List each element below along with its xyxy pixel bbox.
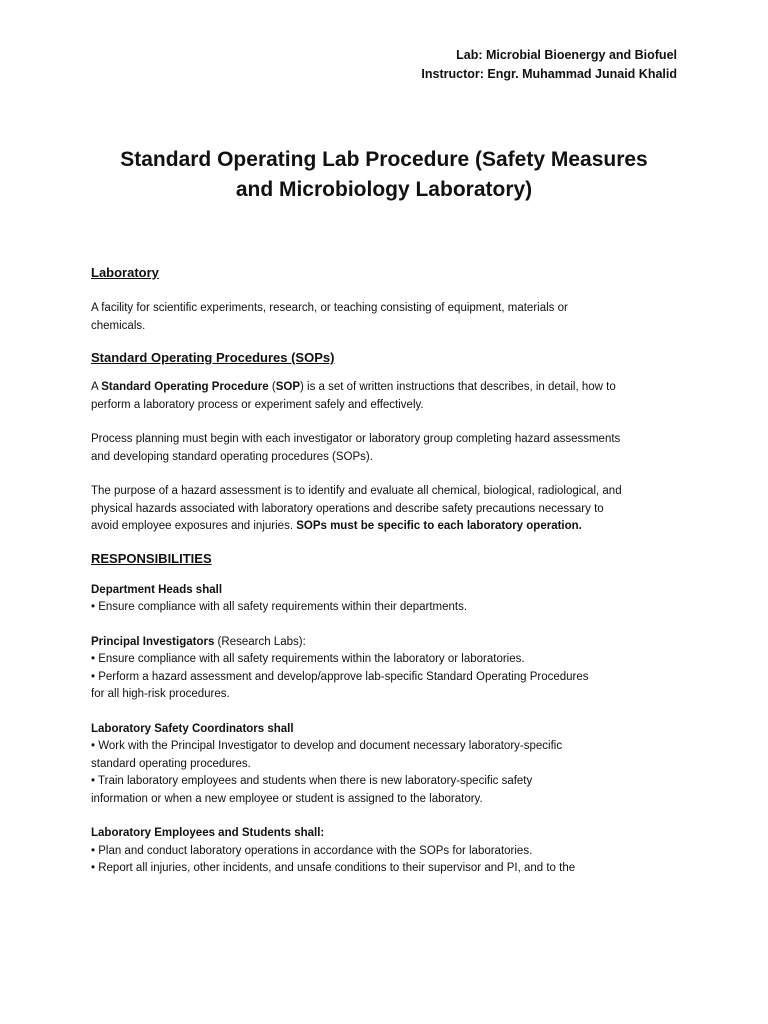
hazard-assessment-paragraph: The purpose of a hazard assessment is to identify and evaluate all chemical, biological, radiological, and physical hazards associated with laboratory operations and describe safety precautions necessary to avoid employee exposures and injuries. SOPs must be specific to each laboratory operation. bbox=[91, 485, 622, 532]
list-item: • Work with the Principal Investigator to develop and document necessary laboratory-specific bbox=[91, 740, 563, 752]
process-planning-paragraph: Process planning must begin with each investigator or laboratory group completing hazard assessments and developing standard operating procedures (SOPs). bbox=[91, 433, 621, 463]
instructor-name: Instructor: Engr. Muhammad Junaid Khalid bbox=[421, 67, 677, 81]
document-body bbox=[91, 264, 681, 878]
safety-coordinators-section: Laboratory Safety Coordinators shall • Work with the Principal Investigator to develop and document necessary laboratory-specific standard operating procedures. • Train laboratory employees and students when there is new laboratory-specific safety information or when a new employee or student is assigned to the laboratory. bbox=[91, 722, 563, 805]
laboratory-definition: A facility for scientific experiments, research, or teaching consisting of equipment, materials or chemicals. bbox=[91, 302, 568, 332]
list-item: • Plan and conduct laboratory operations in accordance with the SOPs for laboratories. bbox=[91, 844, 533, 857]
role-title: Laboratory Employees and Students shall: bbox=[91, 827, 325, 839]
department-heads-section bbox=[91, 582, 681, 617]
laboratory-heading: Laboratory bbox=[91, 265, 159, 280]
list-item: • Perform a hazard assessment and develop/approve lab-specific Standard Operating Procedures bbox=[91, 670, 589, 683]
title-line-2: and Microbiology Laboratory) bbox=[235, 178, 533, 201]
title-line-1: Standard Operating Lab Procedure (Safety Measures bbox=[120, 148, 648, 171]
document-header bbox=[421, 46, 677, 84]
list-item: • Ensure compliance with all safety requirements within their departments. bbox=[91, 601, 468, 613]
role-title: Laboratory Safety Coordinators shall bbox=[91, 722, 294, 735]
document-title bbox=[60, 145, 708, 205]
employees-students-section bbox=[91, 825, 681, 878]
list-item: • Report all injuries, other incidents, and unsafe conditions to their supervisor and PI, and to the bbox=[91, 862, 576, 874]
role-title: Principal Investigators bbox=[91, 635, 215, 648]
sops-heading: Standard Operating Procedures (SOPs) bbox=[91, 350, 335, 365]
list-item: • Ensure compliance with all safety requirements within the laboratory or laboratories. bbox=[91, 653, 525, 665]
principal-investigators-section: Principal Investigators (Research Labs): • Ensure compliance with all safety requirements within the laboratory or laboratories. • Perform a hazard assessment and develop/approve lab-specific Standard Operating Procedures for all high-risk procedures. bbox=[91, 635, 589, 700]
lab-name: Lab: Microbial Bioenergy and Biofuel bbox=[456, 48, 677, 62]
list-item: • Train laboratory employees and students when there is new laboratory-specific safety bbox=[91, 775, 533, 787]
responsibilities-heading: RESPONSIBILITIES bbox=[91, 550, 212, 566]
sop-definition-paragraph: A Standard Operating Procedure (SOP) is a set of written instructions that describes, in detail, how to perform a laboratory process or experiment safely and effectively. bbox=[91, 381, 616, 411]
role-title: Department Heads shall bbox=[91, 583, 223, 596]
